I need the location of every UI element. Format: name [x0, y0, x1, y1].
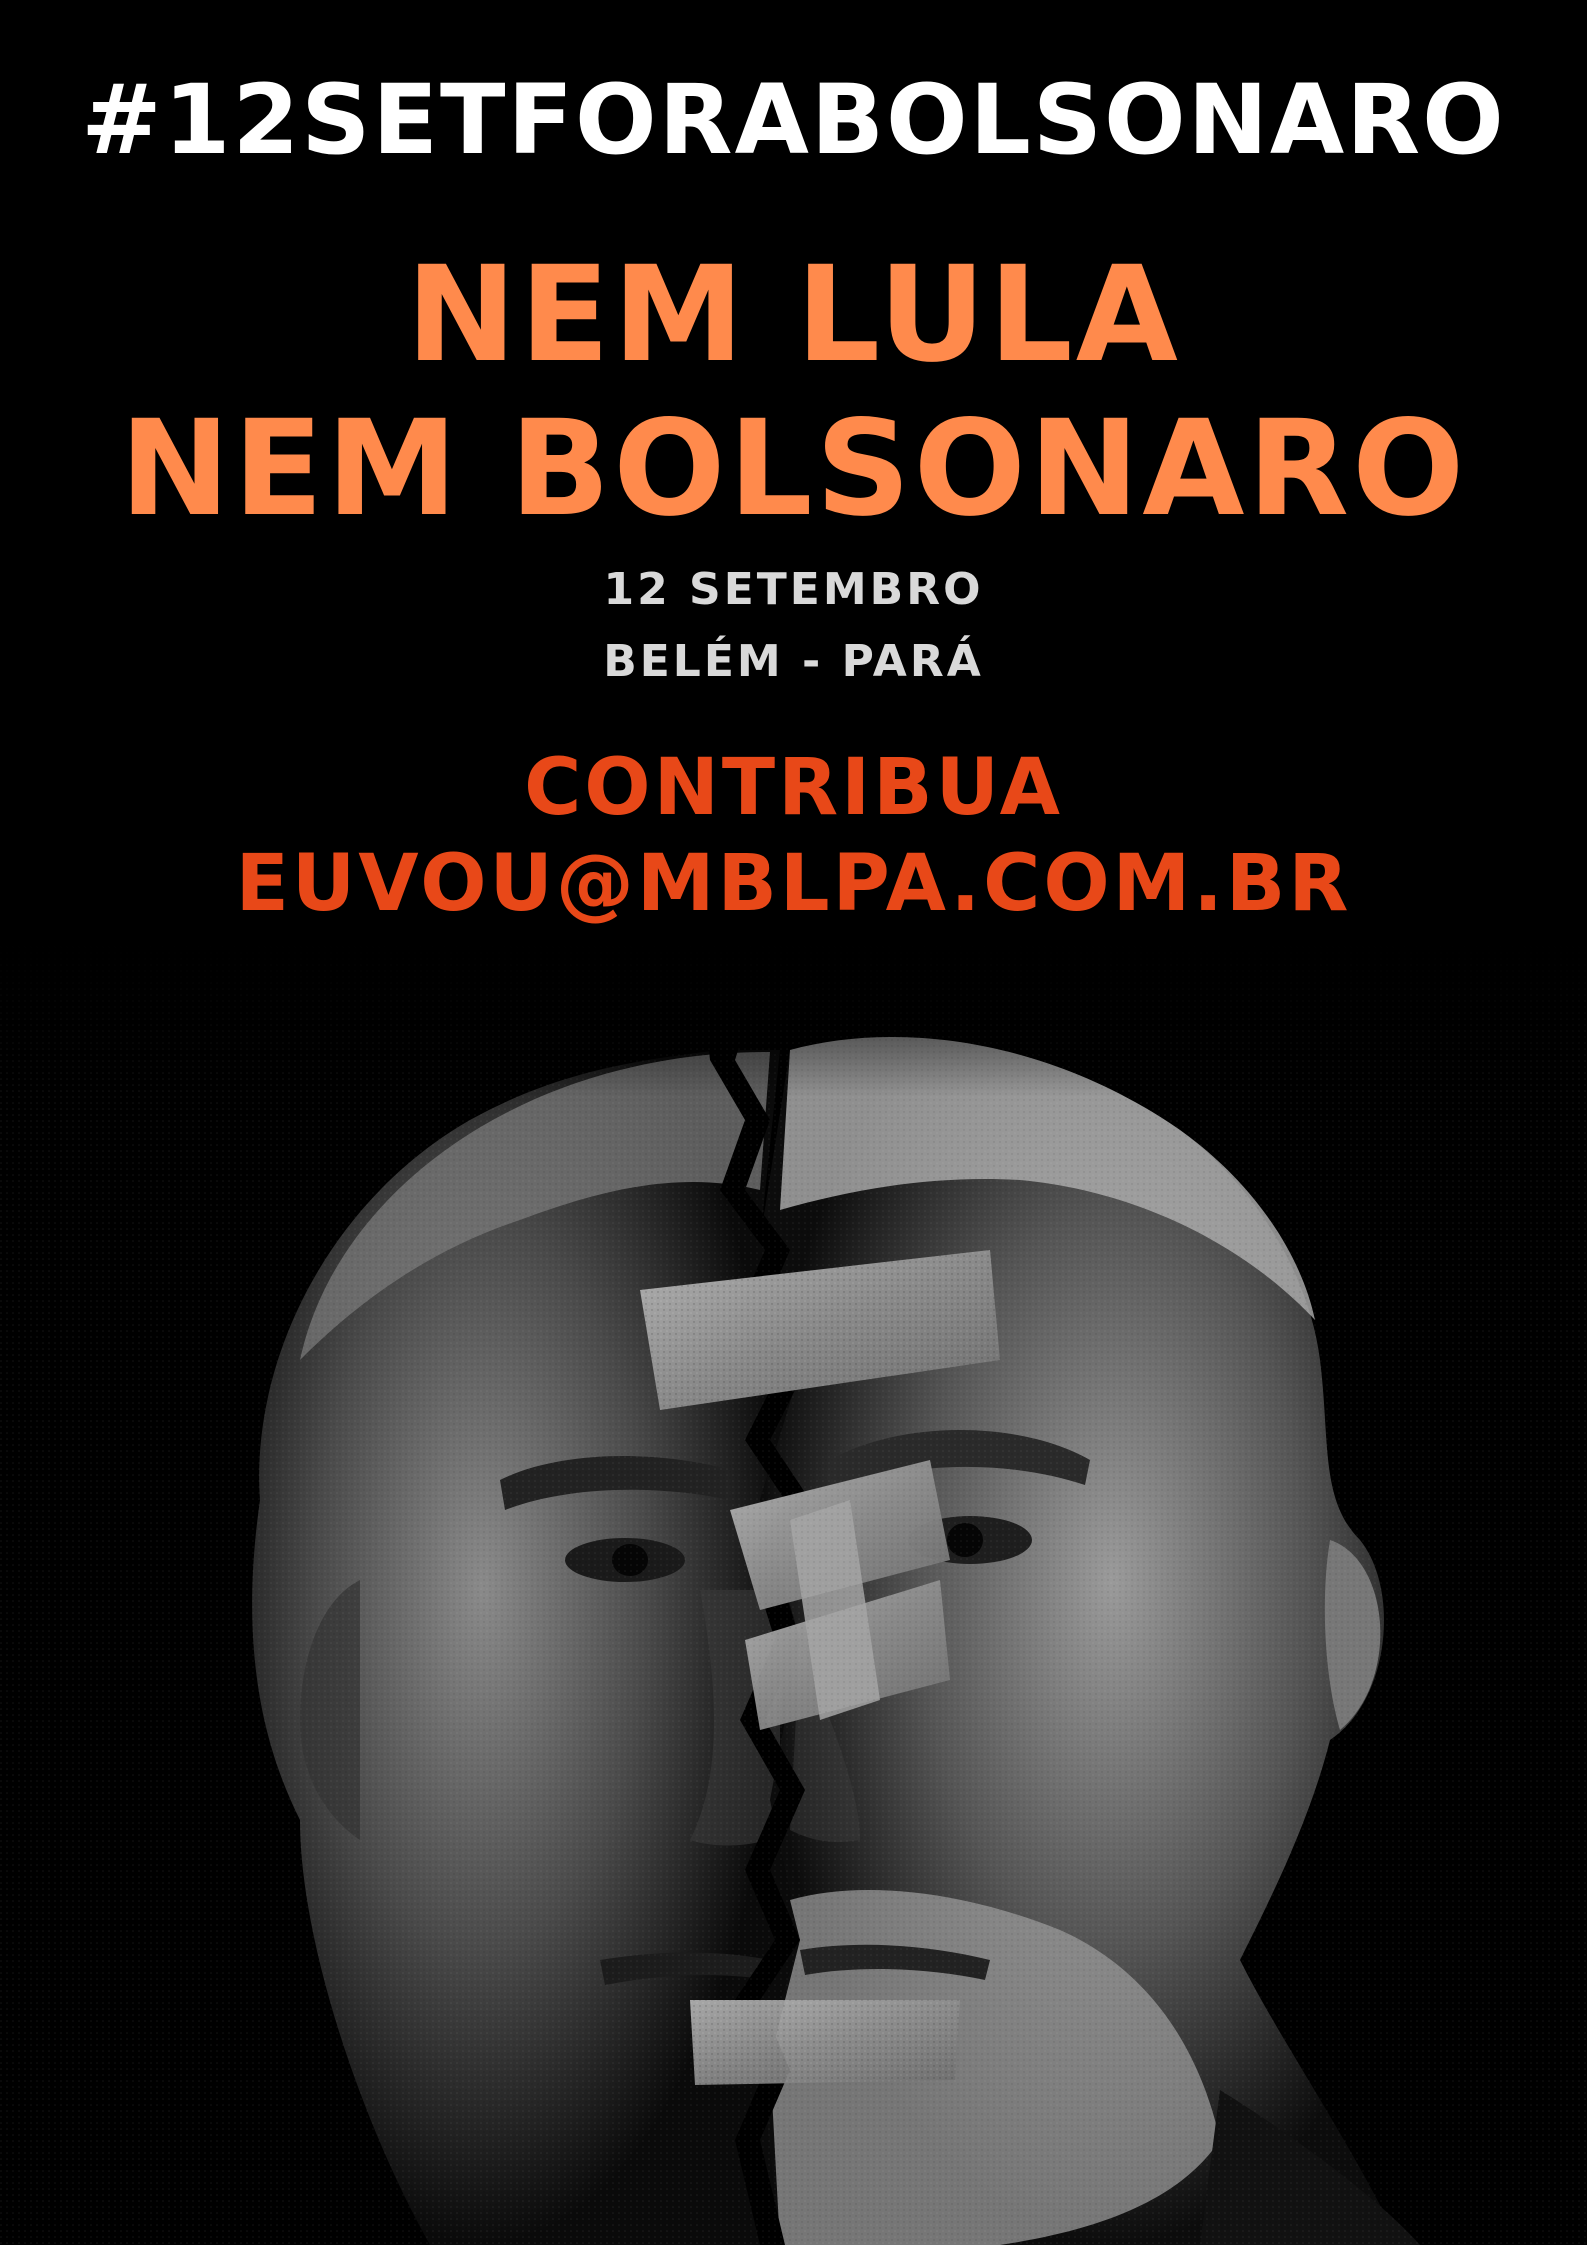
contribute-label: CONTRIBUA	[524, 743, 1063, 833]
headline-line-1: NEM LULA	[406, 238, 1181, 392]
event-date: 12 SETEMBRO	[603, 564, 984, 615]
contact-email[interactable]: EUVOU@MBLPA.COM.BR	[235, 839, 1352, 929]
torn-faces-photo	[0, 940, 1587, 2245]
event-place: BELÉM - PARÁ	[603, 636, 984, 687]
headline-line-2: NEM BOLSONARO	[119, 392, 1468, 546]
hashtag-title: #12SETFORABOLSONARO	[81, 64, 1506, 176]
